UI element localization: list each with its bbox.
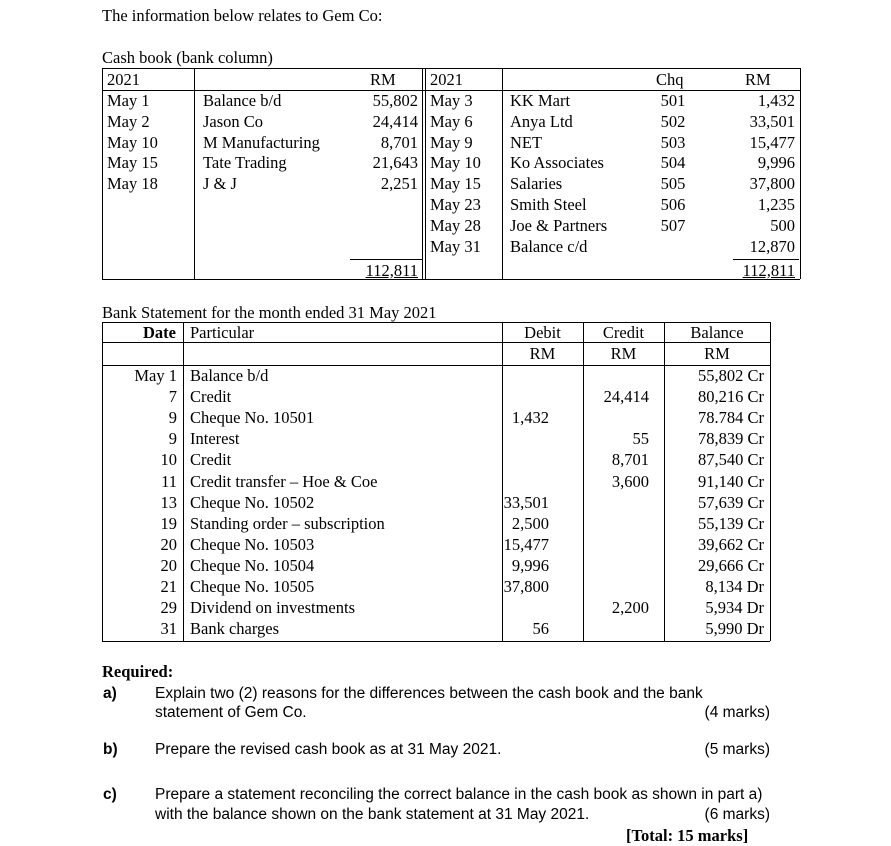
bank-row-credit: 8,701 [611, 450, 649, 470]
cashbook-debit-particular: Jason Co [203, 111, 264, 131]
cashbook-credit-date: May 9 [430, 132, 473, 152]
bank-row-date: 20 [160, 534, 177, 554]
bank-row-particular: Cheque No. 10505 [190, 577, 315, 596]
bank-header-particular: Particular [190, 323, 255, 342]
cashbook-title: Cash book (bank column) [102, 48, 273, 67]
cashbook-credit-amount: 12,870 [749, 236, 795, 256]
bank-row-credit: 24,414 [603, 387, 649, 407]
cashbook-credit-amount: 9,996 [757, 153, 795, 173]
bank-header-credit: Credit [602, 323, 645, 342]
question-label: b) [103, 741, 118, 758]
bank-row-credit: 2,200 [611, 598, 649, 618]
bank-row-date: 20 [160, 555, 177, 575]
cashbook-debit-date: May 18 [107, 174, 158, 194]
cashbook-credit-particular: Joe & Partners [510, 215, 608, 235]
cashbook-rm-left: RM [370, 70, 396, 89]
bank-row-balance: 29,666 Cr [698, 555, 764, 575]
cashbook-credit-chq: 503 [660, 132, 686, 152]
bank-row-debit: 33,501 [503, 492, 549, 512]
bank-row-date: 29 [160, 598, 177, 618]
cashbook-credit-chq: 502 [660, 111, 686, 131]
cashbook-total-left: 112,811 [365, 261, 418, 280]
cashbook-credit-amount: 1,432 [757, 91, 795, 110]
bank-row-particular: Cheque No. 10503 [190, 534, 315, 554]
cashbook-credit-particular: Balance c/d [510, 236, 588, 256]
bank-header-balance: Balance [690, 323, 744, 342]
bank-row-date: 9 [168, 408, 177, 428]
required-heading: Required: [102, 662, 174, 681]
bank-row-date: 31 [160, 619, 177, 639]
bank-row-debit: 15,477 [503, 534, 549, 554]
question-text: Explain two (2) reasons for the differences between the cash book and the bank [155, 685, 703, 702]
cashbook-debit-particular: M Manufacturing [203, 132, 320, 152]
cashbook-credit-chq: 504 [660, 153, 686, 173]
bank-row-debit: 9,996 [511, 555, 549, 575]
cashbook-credit-date: May 31 [430, 236, 481, 256]
bank-row-particular: Cheque No. 10502 [190, 492, 315, 512]
bank-row-debit: 37,800 [503, 577, 549, 596]
question-text: with the balance shown on the bank statement at 31 May 2021. [155, 806, 590, 823]
bank-row-balance: 87,540 Cr [698, 450, 764, 470]
bank-row-date: 21 [160, 577, 177, 596]
bank-row-debit: 1,432 [511, 408, 549, 428]
cashbook-debit-date: May 2 [107, 111, 150, 131]
cashbook-debit-date: May 15 [107, 153, 158, 173]
bank-debit-unit: RM [529, 344, 556, 363]
bank-row-date: May 1 [134, 366, 177, 385]
cashbook-debit-amount: 2,251 [380, 174, 418, 194]
cashbook-chq-header: Chq [656, 70, 684, 89]
bank-row-balance: 57,639 Cr [698, 492, 764, 512]
bank-row-date: 10 [160, 450, 177, 470]
cashbook-rm-right: RM [745, 70, 771, 89]
bank-statement-title: Bank Statement for the month ended 31 May 2021 [102, 303, 437, 322]
bank-row-particular: Cheque No. 10504 [190, 555, 315, 575]
cashbook-credit-chq: 507 [660, 215, 686, 235]
cashbook-credit-amount: 15,477 [749, 132, 795, 152]
bank-row-date: 11 [161, 471, 177, 491]
cashbook-credit-particular: NET [510, 132, 543, 152]
bank-row-debit: 56 [532, 619, 549, 639]
bank-credit-unit: RM [610, 344, 637, 363]
bank-row-date: 7 [168, 387, 177, 407]
bank-row-credit: 3,600 [611, 471, 649, 491]
bank-row-balance: 5,934 Dr [705, 598, 764, 618]
cashbook-debit-particular: Tate Trading [203, 153, 287, 173]
bank-row-particular: Credit [190, 387, 232, 407]
question-text: statement of Gem Co. [155, 704, 307, 721]
cashbook-debit-date: May 10 [107, 132, 158, 152]
cashbook-credit-particular: Ko Associates [510, 153, 604, 173]
cashbook-credit-amount: 37,800 [749, 174, 795, 194]
bank-row-balance: 78.784 Cr [698, 408, 764, 428]
cashbook-credit-amount: 1,235 [757, 195, 795, 214]
cashbook-credit-date: May 23 [430, 195, 481, 214]
bank-row-balance: 55,802 Cr [698, 366, 764, 385]
bank-row-particular: Bank charges [190, 619, 280, 639]
cashbook-credit-date: May 10 [430, 153, 481, 173]
cashbook-debit-particular: J & J [203, 174, 237, 194]
cashbook-credit-chq: 501 [660, 91, 686, 110]
cashbook-credit-chq: 505 [660, 174, 686, 194]
cashbook-credit-particular: Anya Ltd [510, 111, 573, 131]
bank-row-particular: Balance b/d [190, 366, 269, 385]
intro-text: The information below relates to Gem Co: [102, 6, 383, 25]
cashbook-credit-amount: 500 [770, 215, 795, 235]
cashbook-debit-amount: 55,802 [372, 91, 418, 110]
cashbook-debit-date: May 1 [107, 91, 150, 110]
cashbook-debit-amount: 21,643 [372, 153, 418, 173]
bank-row-balance: 91,140 Cr [698, 471, 764, 491]
cashbook-credit-particular: Salaries [510, 174, 563, 194]
bank-header-date: Date [143, 323, 176, 342]
bank-row-date: 13 [160, 492, 177, 512]
total-marks: [Total: 15 marks] [626, 826, 749, 845]
cashbook-credit-date: May 6 [430, 111, 473, 131]
cashbook-debit-amount: 8,701 [380, 132, 418, 152]
cashbook-year-right: 2021 [430, 70, 463, 89]
question-marks: (6 marks) [704, 806, 770, 823]
cashbook-debit-particular: Balance b/d [203, 91, 282, 110]
cashbook-credit-date: May 28 [430, 215, 481, 235]
question-label: c) [103, 786, 117, 803]
question-marks: (4 marks) [704, 704, 770, 721]
bank-row-particular: Interest [190, 429, 240, 449]
question-label: a) [103, 685, 117, 702]
cashbook-credit-amount: 33,501 [749, 111, 795, 131]
bank-header-debit: Debit [524, 323, 561, 342]
cashbook-credit-date: May 3 [430, 91, 473, 110]
bank-row-particular: Cheque No. 10501 [190, 408, 315, 428]
bank-row-debit: 2,500 [511, 513, 549, 533]
question-text: Prepare a statement reconciling the correct balance in the cash book as shown in part a) [155, 786, 763, 803]
bank-row-particular: Credit transfer – Hoe & Coe [190, 471, 378, 491]
bank-row-particular: Standing order – subscription [190, 513, 385, 533]
bank-row-credit: 55 [632, 429, 649, 449]
cashbook-year-left: 2021 [107, 70, 140, 89]
cashbook-total-right: 112,811 [742, 261, 795, 280]
bank-row-balance: 80,216 Cr [698, 387, 764, 407]
bank-row-balance: 8,134 Dr [705, 577, 764, 596]
cashbook-credit-particular: KK Mart [510, 91, 571, 110]
bank-row-particular: Dividend on investments [190, 598, 355, 618]
question-marks: (5 marks) [704, 741, 770, 758]
bank-row-particular: Credit [190, 450, 232, 470]
bank-row-balance: 55,139 Cr [698, 513, 764, 533]
bank-row-balance: 39,662 Cr [698, 534, 764, 554]
bank-balance-unit: RM [704, 344, 730, 363]
cashbook-credit-date: May 15 [430, 174, 481, 194]
bank-row-date: 19 [160, 513, 177, 533]
question-text: Prepare the revised cash book as at 31 May 2021. [155, 741, 502, 758]
cashbook-debit-amount: 24,414 [372, 111, 418, 131]
bank-row-balance: 5,990 Dr [705, 619, 764, 639]
bank-row-date: 9 [168, 429, 177, 449]
cashbook-credit-chq: 506 [660, 195, 686, 214]
cashbook-credit-particular: Smith Steel [510, 195, 587, 214]
bank-row-balance: 78,839 Cr [698, 429, 764, 449]
